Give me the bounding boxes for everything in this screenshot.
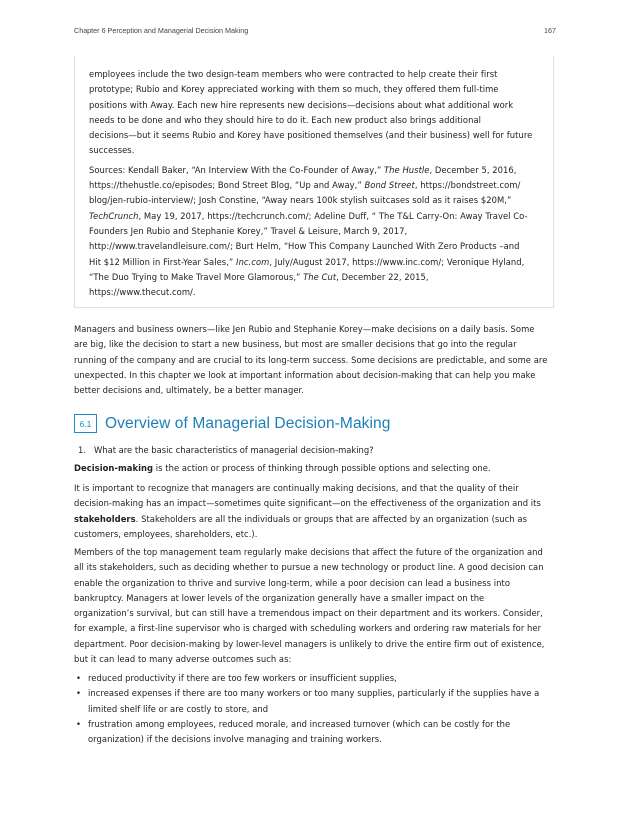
outcomes-list — [74, 671, 560, 747]
key-term-stakeholders: stakeholders — [74, 513, 136, 524]
list-item: • reduced productivity if there are too few workers or insufficient supplies, — [74, 671, 560, 686]
objective-item: 1. What are the basic characteristics of managerial decision-making? — [78, 445, 374, 455]
box-paragraph: employees include the two design-team members who were contracted to help create their first prototype; Rubio and Korey appreciated working with them so much, they offered them full-time positions with Away. Each new hire represents new decisions—decisions about what additional work needs to be done and who they should hire to do it. Each new product also brings additional decisions—but it seems Rubio and Korey have positioned themselves (and their business) well for future successes. — [89, 69, 533, 156]
list-item: • increased expenses if there are too many workers or too many supplies, particularly if the supplies have a limited shelf life or are costly to store, and — [74, 686, 560, 717]
learning-objectives — [78, 443, 374, 458]
page-number: 167 — [544, 26, 556, 35]
stakeholders-paragraph: It is important to recognize that managers are continually making decisions, and that the quality of their decision-making has an impact—sometimes quite significant—on the effectiveness of the organization and its stakeholders. Stakeholders are all the individuals or groups that are affected by an organization (such as customers, employees, shareholders, etc.). — [74, 483, 541, 539]
intro-paragraph: Managers and business owners—like Jen Rubio and Stephanie Korey—make decisions on a daily basis. Some are big, like the decision to start a new business, but most are smaller decisions that go into the regular running of the company and are crucial to its long-term success. Some decisions are predictable, and some are unexpected. In this chapter we look at important information about decision-making that can help you make better decisions and, ultimately, be a better manager. — [74, 324, 548, 396]
page-header — [74, 26, 556, 35]
section-title: Overview of Managerial Decision-Making — [105, 414, 391, 432]
feature-box — [74, 56, 554, 308]
section-number: 6.1 — [74, 414, 97, 433]
key-term-decision-making: Decision-making — [74, 463, 154, 473]
sources-paragraph: Sources: Kendall Baker, “An Interview With the Co-Founder of Away,” The Hustle, December 5, 2016, https://thehustle.co/episodes; Bond Street Blog, “Up and Away,” Bond Street, https://bondstreet.com/ blog/jen-rubio-interview/; Josh Constine, “Away nears 100k stylish suitcases sold as it raises $20M,” TechCrunch, May 19, 2017, https://techcrunch.com/; Adeline Duff, “ The T&L Carry-On: Away Travel Co- Founders Jen Rubio and Stephanie Korey,” Travel & Leisure, March 9, 2017, http://www.travelandleisure.com/; Burt Helm, “How This Company Launched With Zero Products –and Hit $12 Million in First-Year Sales,” Inc.com, July/August 2017, https://www.inc.com/; Veronique Hyland, “The Duo Trying to Make Travel More Glamorous,” The Cut, December 22, 2015, https://www.thecut.com/. — [89, 164, 528, 298]
section-heading — [74, 414, 391, 433]
list-item: • frustration among employees, reduced morale, and increased turnover (which can be costly for the organization) if the decisions involve managing and training workers. — [74, 717, 560, 748]
definition-paragraph: Decision-making is the action or process of thinking through possible options and selecting one. — [74, 463, 491, 473]
members-paragraph: Members of the top management team regularly make decisions that affect the future of the organization and all its stakeholders, such as deciding whether to pursue a new technology or product line. A good decision can enable the organization to thrive and survive long-term, while a poor decision can lead a business into bankruptcy. Managers at lower levels of the organization generally have a smaller impact on the organization’s survival, but can still have a tremendous impact on their department and its workers. Consider, for example, a first-line supervisor who is charged with scheduling workers and ordering raw materials for her department. Poor decision-making by lower-level managers is unlikely to drive the entire firm out of existence, but it can lead to many adverse outcomes such as: — [74, 547, 545, 665]
chapter-title: Chapter 6 Perception and Managerial Decision Making — [74, 26, 249, 35]
